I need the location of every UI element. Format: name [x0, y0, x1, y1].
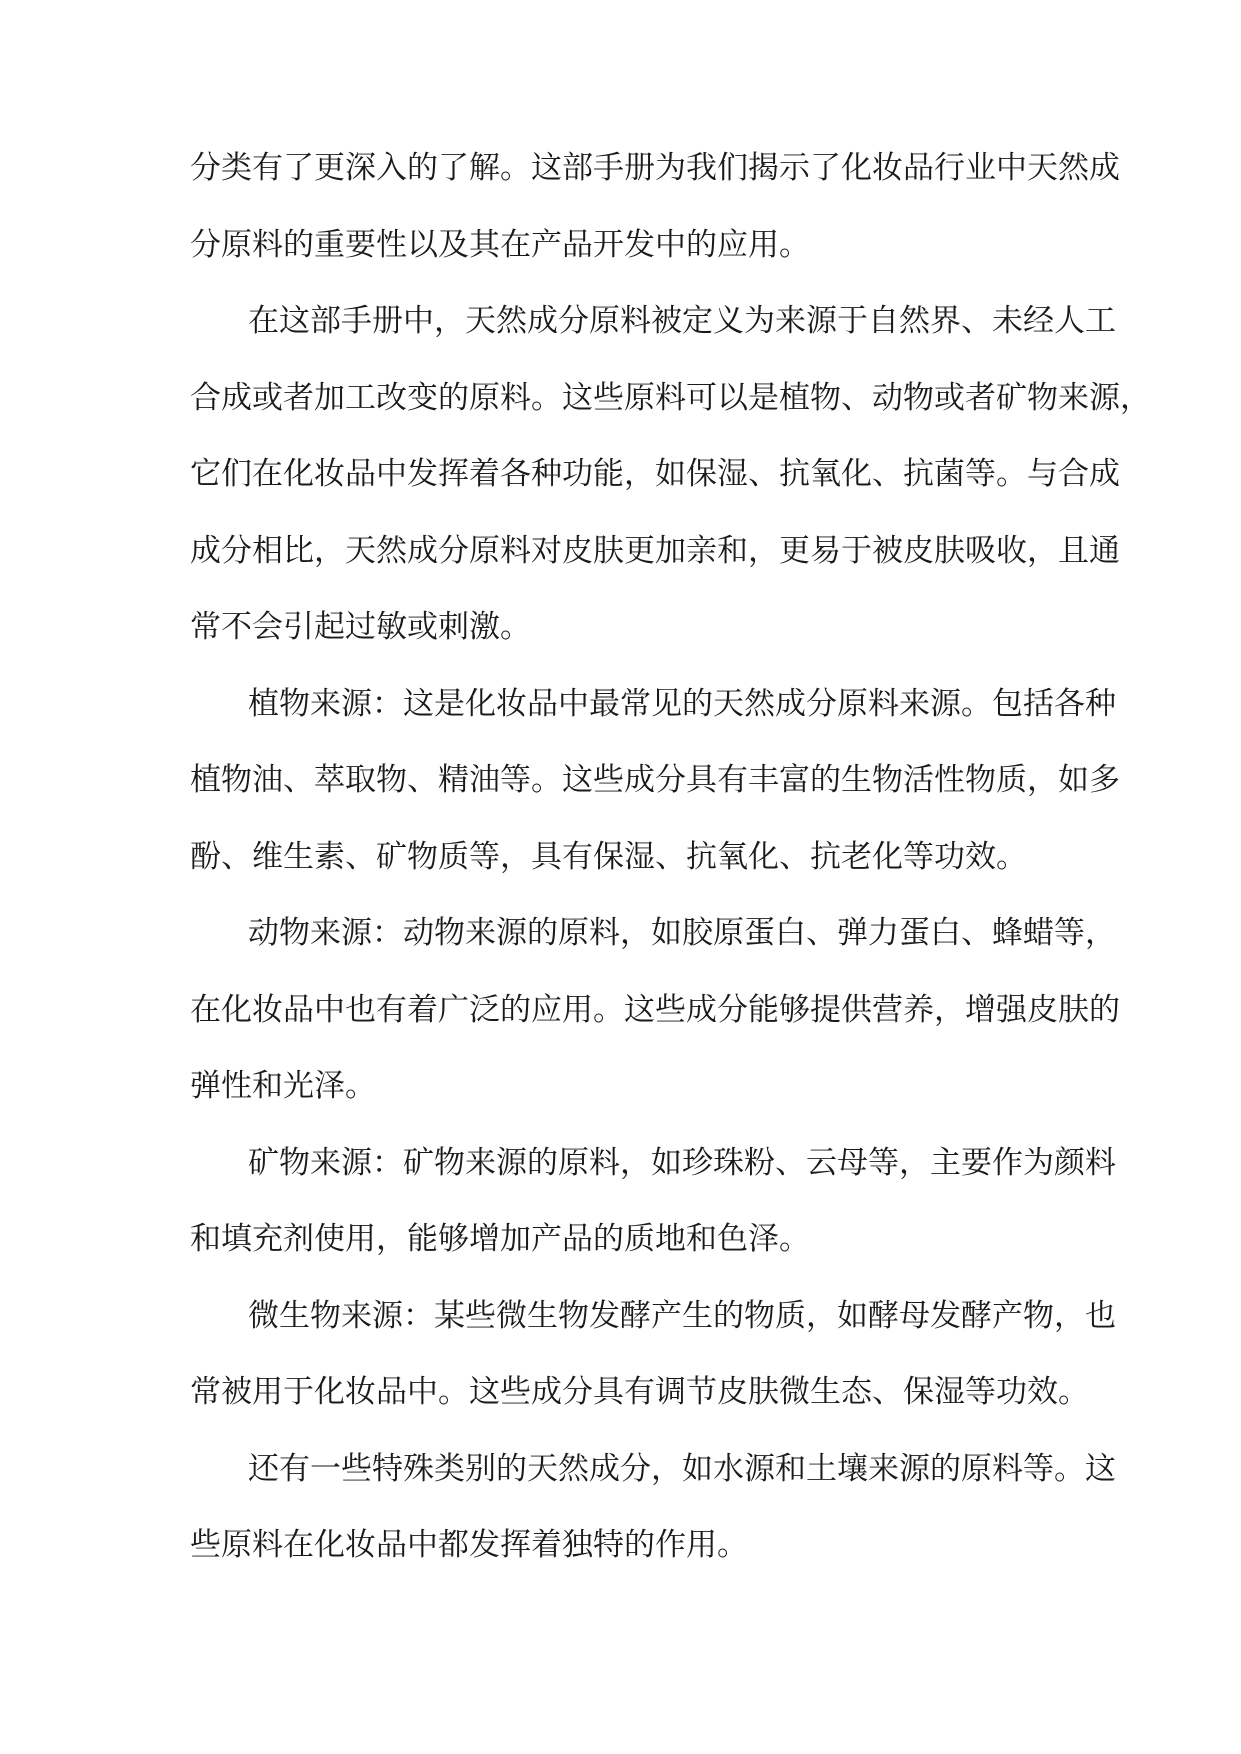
text-line: 植物来源：这是化妆品中最常见的天然成分原料来源。包括各种 [248, 685, 1116, 722]
text-line: 矿物来源：矿物来源的原料，如珍珠粉、云母等，主要作为颜料 [248, 1144, 1116, 1181]
text-line: 微生物来源：某些微生物发酵产生的物质，如酵母发酵产物，也 [248, 1297, 1116, 1334]
text-line: 酚、维生素、矿物质等，具有保湿、抗氧化、抗老化等功效。 [190, 838, 1027, 875]
text-line: 植物油、萃取物、精油等。这些成分具有丰富的生物活性物质，如多 [190, 762, 1120, 798]
text-line: 分类有了更深入的了解。这部手册为我们揭示了化妆品行业中天然成 [190, 150, 1120, 186]
text-line: 它们在化妆品中发挥着各种功能，如保湿、抗氧化、抗菌等。与合成 [190, 456, 1120, 492]
text-line: 些原料在化妆品中都发挥着独特的作用。 [190, 1527, 748, 1563]
text-line: 常被用于化妆品中。这些成分具有调节皮肤微生态、保湿等功效。 [190, 1374, 1089, 1410]
text-line: 弹性和光泽。 [190, 1068, 376, 1104]
text-line: 还有一些特殊类别的天然成分，如水源和土壤来源的原料等。这 [248, 1450, 1116, 1487]
text-line: 成分相比，天然成分原料对皮肤更加亲和，更易于被皮肤吸收，且通 [190, 532, 1120, 569]
text-line: 分原料的重要性以及其在产品开发中的应用。 [190, 226, 810, 263]
text-line: 在化妆品中也有着广泛的应用。这些成分能够提供营养，增强皮肤的 [190, 991, 1120, 1028]
text-line: 合成或者加工改变的原料。这些原料可以是植物、动物或者矿物来源， [190, 379, 1151, 416]
text-line: 动物来源：动物来源的原料，如胶原蛋白、弹力蛋白、蜂蜡等， [248, 915, 1116, 951]
text-line: 在这部手册中，天然成分原料被定义为来源于自然界、未经人工 [248, 303, 1116, 339]
text-line: 常不会引起过敏或刺激。 [190, 609, 531, 645]
text-line: 和填充剂使用，能够增加产品的质地和色泽。 [190, 1221, 810, 1257]
body-text [190, 148, 1151, 1602]
